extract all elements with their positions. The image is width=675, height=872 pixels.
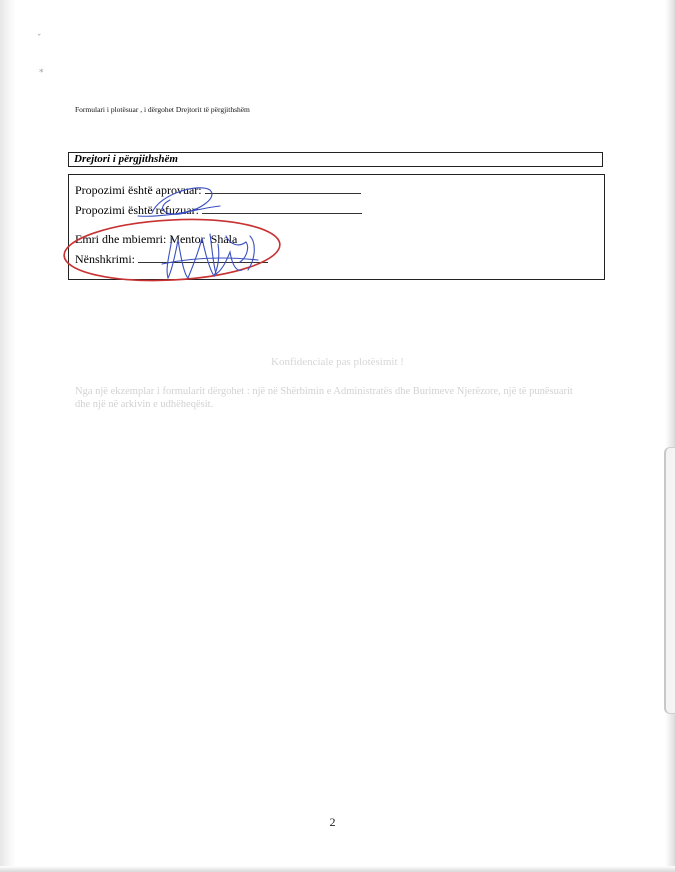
name-label: Emri dhe mbiemri:: [75, 232, 167, 246]
scan-speck: *: [39, 68, 44, 78]
scan-speck: ˇ: [37, 34, 42, 44]
approved-label: Propozimi është aprovuar:: [75, 183, 202, 197]
signature-row: [75, 252, 268, 266]
scroll-handle[interactable]: [664, 447, 675, 714]
signature-blank[interactable]: [138, 252, 268, 263]
director-box: [68, 174, 605, 280]
scan-bottom-edge: [0, 866, 675, 872]
form-caption: Formulari i plotësuar , i dërgohet Drejtorit të përgjithshëm: [75, 105, 250, 114]
confidential-note: Konfidenciale pas plotësimit !: [271, 356, 404, 368]
name-value: Mentor Shala: [169, 232, 238, 246]
approved-row: [75, 183, 361, 197]
name-row: [75, 232, 237, 246]
refused-blank[interactable]: [202, 203, 362, 214]
section-title: Drejtori i përgjithshëm: [68, 152, 603, 167]
scan-left-edge: [0, 0, 16, 872]
scan-right-edge: [665, 0, 675, 872]
page-number: 2: [329, 815, 336, 829]
refused-label: Propozimi është refuzuar:: [75, 203, 199, 217]
signature-label: Nënshkrimi:: [75, 252, 135, 266]
approved-blank[interactable]: [205, 183, 361, 194]
refused-row: [75, 203, 362, 217]
distribution-note: Nga një ekzemplar i formularit dërgohet : një në Shërbimin e Administratës dhe Burimeve Njerëzore, një të punësuarit dhe një në arkivin e udhëheqësit.: [75, 386, 573, 410]
